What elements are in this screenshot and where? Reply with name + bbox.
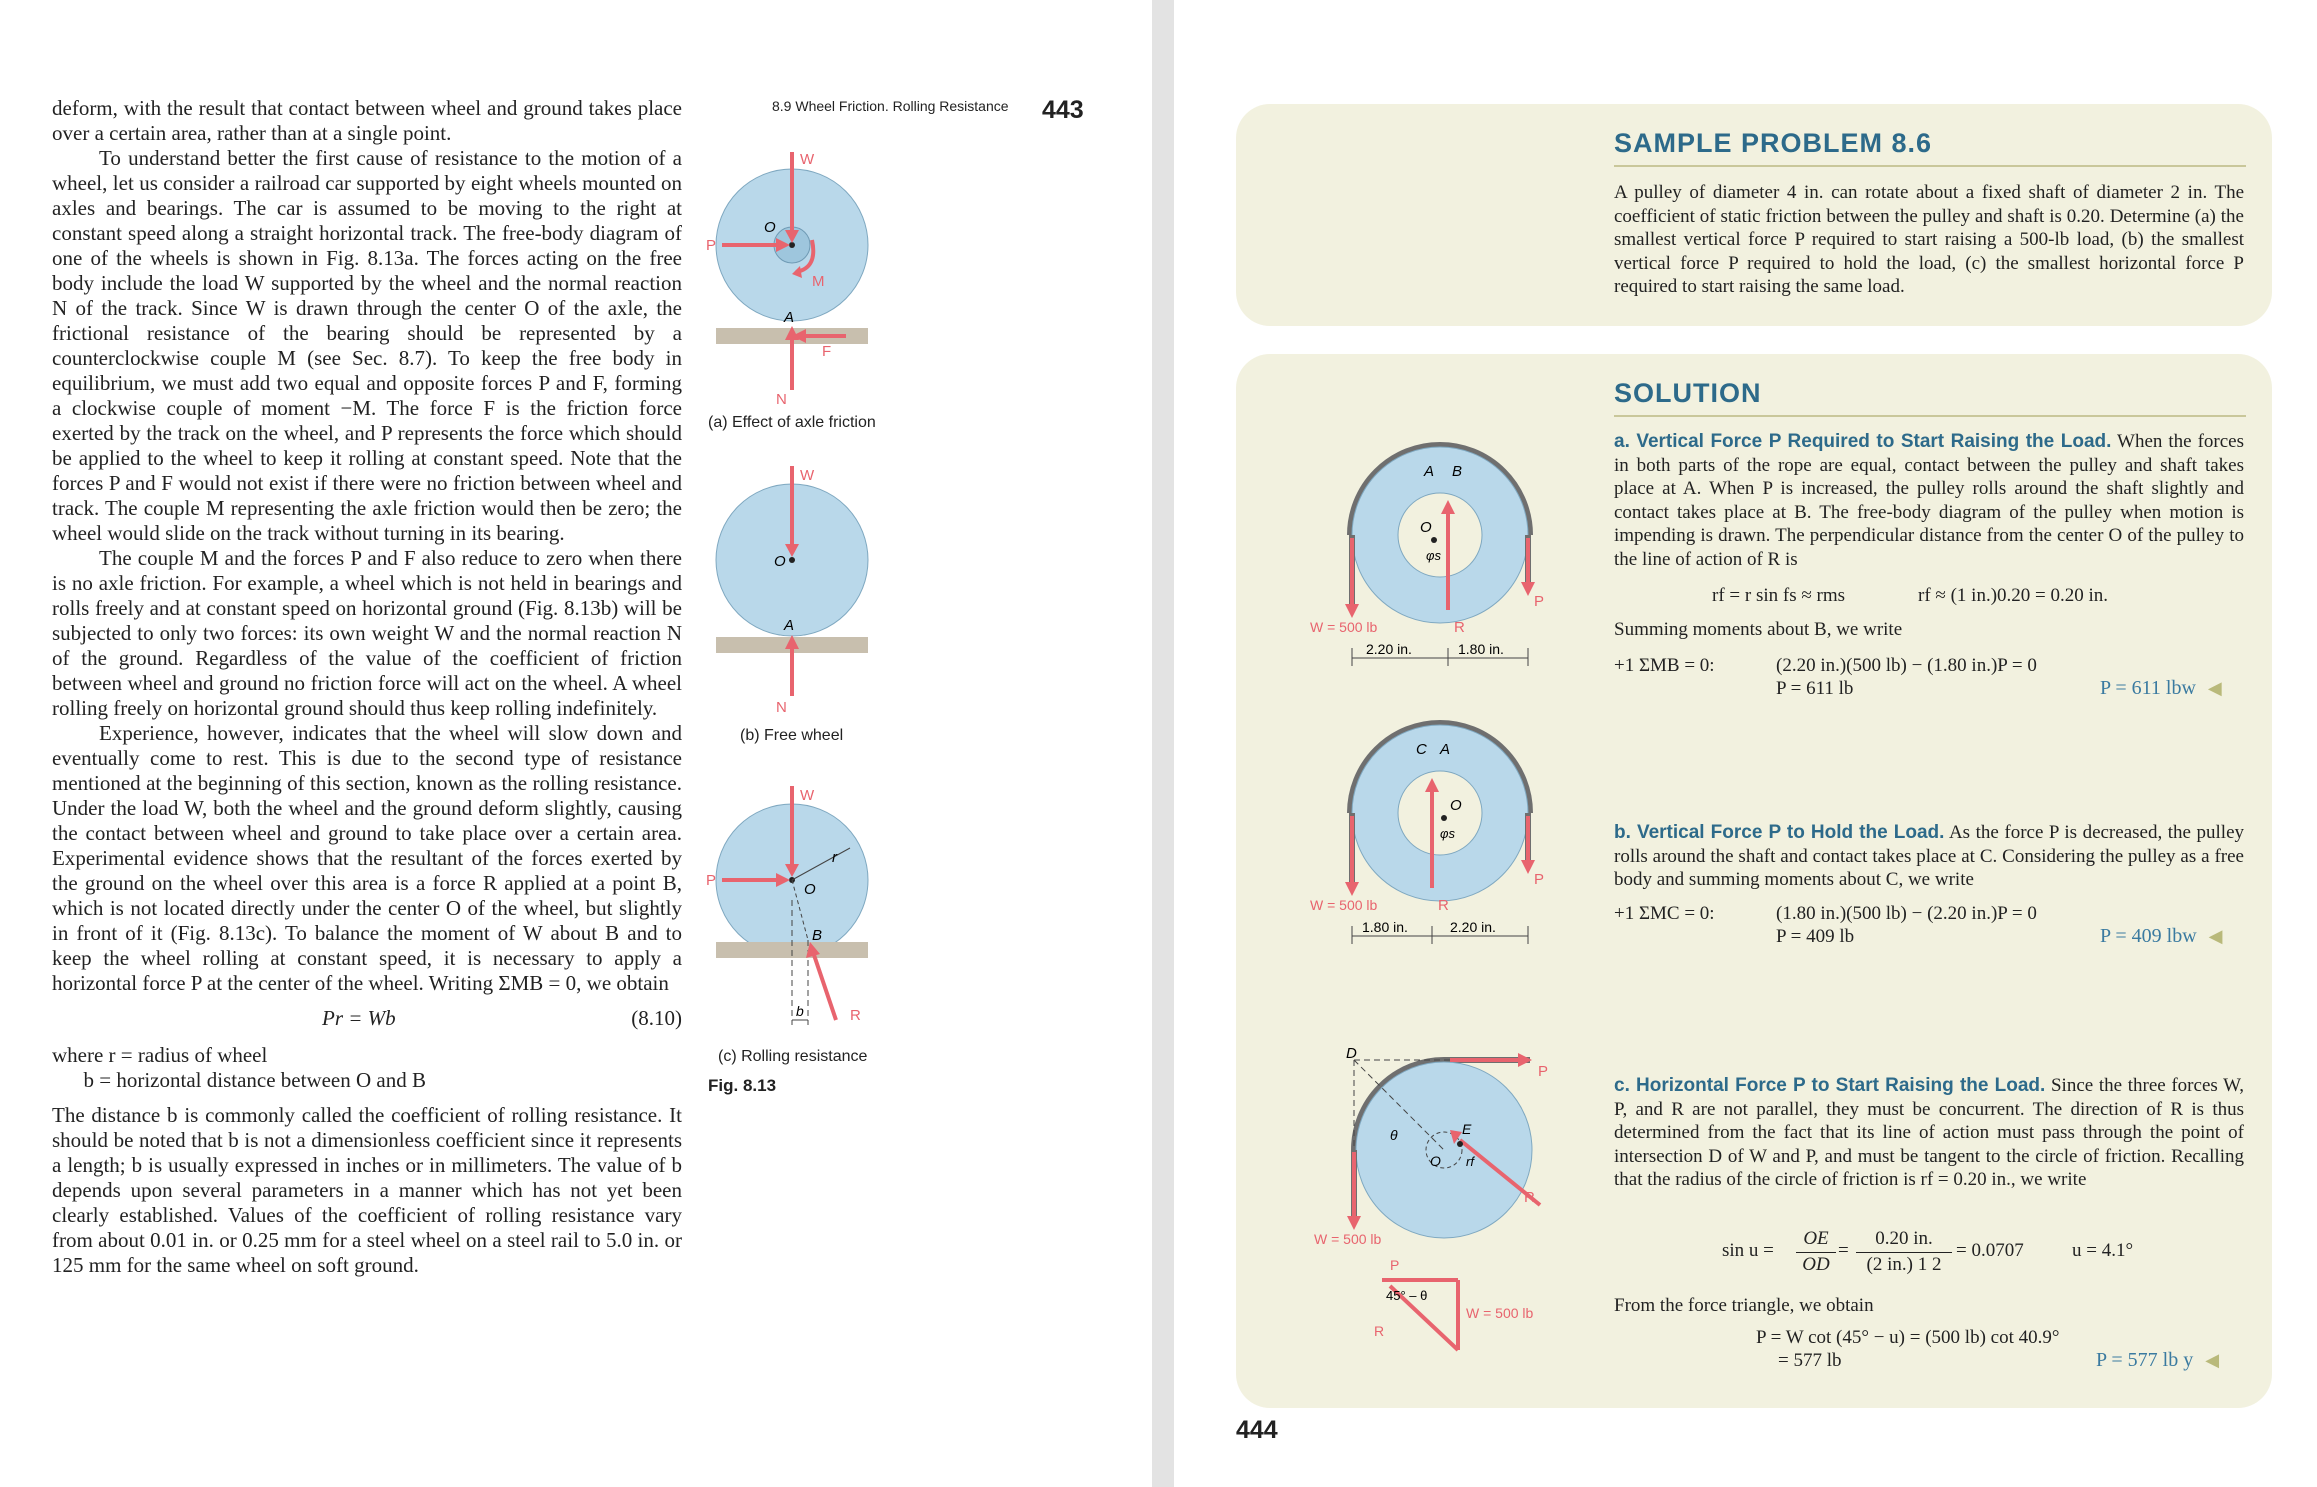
- paragraph: The couple M and the forces P and F also reduce to zero when there is no axle friction. For example, a wheel which is not held in bearings and rolls freely and at constant speed on horizontal ground (Fig. 8.13b) will be subjected to only two forces: its own weight W and the normal reaction N of the ground. Regardless of the value of the coefficient of friction between wheel and ground no friction force will act on the wheel. A wheel rolling freely on horizontal ground should thus keep rolling indefinitely.: [52, 546, 682, 720]
- figure-label: Fig. 8.13: [708, 1076, 777, 1095]
- part-b-moment-eq: (1.80 in.)(500 lb) − (2.20 in.)P = 0: [1776, 903, 2037, 924]
- label-W: W = 500 lb: [1310, 619, 1378, 635]
- final-eq1: P = W cot (45° − u) = (500 lb) cot 40.9°: [1756, 1327, 2060, 1348]
- pulley-fig-b: [1310, 723, 1544, 944]
- part-c-body: Since the three forces W, P, and R are not parallel, they must be concurrent. The direction of R is thus determined from the fact that its line of action must pass through the point of intersection D of W and P, and must be tangent to the circle of friction. Recalling that the radius of the circle of friction is rf = 0.20 in., we write: [1614, 1075, 2245, 1190]
- where-block: [52, 1043, 682, 1093]
- svg-text:P: P: [1538, 1063, 1549, 1080]
- fig-b-free-wheel: [716, 466, 868, 716]
- part-a-result: P = 611 lb: [1776, 678, 1854, 699]
- part-c-answer: [2096, 1349, 2219, 1372]
- answer-marker-icon: ◀: [2208, 926, 2223, 946]
- sin-label: sin u =: [1722, 1240, 1774, 1261]
- label-P: P: [1534, 593, 1545, 610]
- answer-value: P = 577 lb y: [2096, 1349, 2194, 1371]
- part-b-body: As the force P is decreased, the pulley rolls around the shaft and contact takes place at C. Considering the pulley as a free body and summing moments about C, we write: [1614, 822, 2245, 890]
- svg-text:E: E: [1462, 1121, 1472, 1137]
- svg-text:rf: rf: [1466, 1154, 1474, 1169]
- svg-text:P: P: [706, 872, 717, 889]
- svg-text:1.80 in.: 1.80 in.: [1362, 919, 1408, 935]
- solution-title: SOLUTION: [1614, 378, 2246, 417]
- svg-text:2.20 in.: 2.20 in.: [1450, 919, 1496, 935]
- part-a-eq2: rf ≈ (1 in.)0.20 = 0.20 in.: [1918, 585, 2109, 606]
- svg-text:R: R: [1438, 897, 1449, 914]
- svg-text:r: r: [832, 849, 837, 866]
- caption-b: (b) Free wheel: [740, 727, 844, 744]
- paragraph: To understand better the first cause of resistance to the motion of a wheel, let us consider a railroad car supported by eight wheels mounted on axles and bearings. The car is assumed to be moving to the right at constant speed along a straight horizontal track. The free-body diagram of one of the wheels is shown in Fig. 8.13a. The forces acting on the free body include the load W supported by the wheel and the normal reaction N of the track. Since W is drawn through the center O of the axle, the frictional resistance of the bearing should be represented by a counterclockwise couple M (see Sec. 8.7). To keep the free body in equilibrium, we must add two equal and opposite forces P and F, forming a clockwise couple of moment −M. The force F is the friction force exerted by the track on the wheel, and P represents the force which should be applied to the wheel to keep it rolling at constant speed. Note that the forces P and F would not exist if there were no friction between wheel and track. The couple M representing the axle friction would then be zero; the wheel would slide on the track without turning in its bearing.: [52, 146, 682, 545]
- svg-text:O: O: [804, 881, 816, 898]
- final-eq2: = 577 lb: [1778, 1350, 1842, 1371]
- page-gutter: [1152, 0, 1174, 1487]
- svg-text:W: W: [800, 467, 815, 484]
- svg-text:W = 500 lb: W = 500 lb: [1466, 1305, 1534, 1321]
- caption-c: (c) Rolling resistance: [718, 1048, 868, 1065]
- running-head: 8.9 Wheel Friction. Rolling Resistance: [772, 98, 1009, 114]
- svg-text:R: R: [1374, 1323, 1385, 1339]
- pulley-fig-c: [1314, 1045, 1548, 1247]
- fig-a-axle-friction: [706, 151, 868, 408]
- svg-text:P: P: [1390, 1257, 1400, 1273]
- svg-text:O: O: [774, 553, 786, 570]
- label-A: A: [1424, 463, 1435, 480]
- label-phi: φs: [1426, 548, 1441, 563]
- svg-text:W = 500 lb: W = 500 lb: [1314, 1231, 1382, 1247]
- problem-title: SAMPLE PROBLEM 8.6: [1614, 128, 2246, 167]
- part-b-heading: b. Vertical Force P to Hold the Load.: [1614, 822, 1945, 843]
- label-R: R: [1454, 619, 1465, 636]
- svg-text:N: N: [776, 699, 787, 716]
- label-O: O: [1420, 519, 1432, 536]
- label-M: M: [812, 273, 825, 290]
- equals: =: [1838, 1240, 1849, 1261]
- part-b-moment-label: +1 ΣMC = 0:: [1614, 903, 1715, 924]
- frac1-bar: [1796, 1252, 1836, 1253]
- part-c-text: [1614, 1074, 2244, 1192]
- answer-value: P = 611 lbw: [2100, 677, 2196, 699]
- part-a-moment-label: +1 ΣMB = 0:: [1614, 655, 1715, 676]
- frac2-bar: [1856, 1252, 1952, 1253]
- svg-text:W: W: [800, 787, 815, 804]
- part-a-answer: [2100, 677, 2222, 700]
- paragraph: deform, with the result that contact between wheel and ground takes place over a certain area, rather than at a single point.: [52, 96, 682, 145]
- part-a-text: [1614, 430, 2244, 571]
- part-a-body: When the forces in both parts of the rope are equal, contact between the pulley and shaft takes place at A. When P is increased, the pulley rolls around the shaft slightly and contact takes place at B. The free-body diagram of the pulley when motion is impending is drawn. The perpendicular distance from the center O of the pulley to the line of action of R is: [1614, 431, 2244, 570]
- label-A: A: [784, 309, 795, 326]
- svg-text:P: P: [1534, 871, 1545, 888]
- dim-1: 2.20 in.: [1366, 641, 1412, 657]
- paragraph: The distance b is commonly called the coefficient of rolling resistance. It should be noted that b is not a dimensionless coefficient since it represents a length; b is usually expressed in inches or in millimeters. The value of b depends upon several parameters in a manner which has not yet been clearly established. Values of the coefficient of rolling resistance vary from about 0.01 in. or 0.25 mm for a steel wheel on a steel rail to 5.0 in. or 125 mm for the same wheel on soft ground.: [52, 1103, 682, 1277]
- left-text-column: [52, 96, 682, 1278]
- triangle-text: From the force triangle, we obtain: [1614, 1295, 1874, 1316]
- answer-marker-icon: ◀: [2207, 678, 2222, 698]
- label-P: P: [706, 237, 717, 254]
- fig-c-rolling-resistance: [706, 786, 868, 1025]
- svg-text:B: B: [812, 927, 823, 944]
- pulley-fig-a: [1310, 445, 1544, 666]
- part-b-answer: [2100, 925, 2223, 948]
- part-b-result: P = 409 lb: [1776, 926, 1855, 947]
- svg-text:W = 500 lb: W = 500 lb: [1310, 897, 1378, 913]
- frac1-num: OE: [1803, 1228, 1829, 1249]
- part-a-moment-eq: (2.20 in.)(500 lb) − (1.80 in.)P = 0: [1776, 655, 2037, 676]
- frac2-num: 0.20 in.: [1875, 1228, 1933, 1249]
- answer-marker-icon: ◀: [2205, 1350, 2220, 1370]
- svg-text:A: A: [1440, 741, 1451, 758]
- svg-text:θ: θ: [1390, 1127, 1398, 1143]
- where-line: b = horizontal distance between O and B: [52, 1068, 426, 1092]
- part-a-summing: Summing moments about B, we write: [1614, 619, 1903, 640]
- label-O: O: [764, 219, 776, 236]
- angle-result: u = 4.1°: [2072, 1240, 2134, 1261]
- sample-problem-figures: [1310, 420, 1570, 1339]
- label-N: N: [776, 391, 787, 408]
- figure-8-13: [700, 140, 890, 1070]
- svg-text:R: R: [1524, 1189, 1535, 1206]
- caption-a: (a) Effect of axle friction: [708, 414, 876, 431]
- svg-text:O: O: [1450, 797, 1462, 814]
- dim-2: 1.80 in.: [1458, 641, 1504, 657]
- sin-result: = 0.0707: [1956, 1240, 2024, 1261]
- answer-value: P = 409 lbw: [2100, 925, 2197, 947]
- part-a-eq1: rf = r sin fs ≈ rms: [1712, 585, 1846, 606]
- svg-text:45° – θ: 45° – θ: [1386, 1288, 1428, 1303]
- svg-text:C: C: [1416, 741, 1427, 758]
- svg-text:b: b: [796, 1003, 804, 1019]
- equation-text: Pr = Wb: [322, 1006, 396, 1030]
- svg-text:φs: φs: [1440, 826, 1455, 841]
- page-number-left: 443: [1042, 96, 1084, 124]
- frac2-den: (2 in.) 1 2: [1866, 1254, 1942, 1275]
- label-B: B: [1452, 463, 1463, 480]
- svg-text:R: R: [850, 1007, 861, 1024]
- problem-text: A pulley of diameter 4 in. can rotate about a fixed shaft of diameter 2 in. The coefficient of static friction between the pulley and shaft is 0.20. Determine (a) the smallest vertical force P required to start raising a 500-lb load, (b) the smallest vertical force P required to hold the load, (c) the smallest horizontal force P required to start raising the same load.: [1614, 182, 2244, 297]
- svg-text:O: O: [1430, 1153, 1441, 1169]
- part-a-heading: a. Vertical Force P Required to Start Raising the Load.: [1614, 431, 2112, 452]
- label-W: W: [800, 151, 815, 168]
- page-number-right: 444: [1236, 1416, 1278, 1444]
- part-c-heading: c. Horizontal Force P to Start Raising the Load.: [1614, 1075, 2046, 1096]
- label-F: F: [822, 343, 832, 360]
- equation-number: (8.10): [631, 1006, 682, 1030]
- equation-8-10: [52, 1006, 682, 1031]
- svg-text:A: A: [784, 617, 795, 634]
- frac1-den: OD: [1802, 1254, 1830, 1275]
- where-line: where r = radius of wheel: [52, 1043, 268, 1067]
- paragraph: Experience, however, indicates that the wheel will slow down and eventually come to rest. This is due to the second type of resistance mentioned at the beginning of this section, known as the rolling resistance. Under the load W, both the wheel and the ground deform slightly, causing the contact between wheel and ground to take place over a certain area. Experimental evidence shows that the resultant of the forces exerted by the ground on the wheel over this area is a force R applied at a point B, which is not located directly under the center O of the wheel, but slightly in front of it (Fig. 8.13c). To balance the moment of W about B and to keep the wheel rolling at constant speed, it is necessary to apply a horizontal force P at the center of the wheel. Writing ΣMB = 0, we obtain: [52, 721, 682, 995]
- part-b-text: [1614, 821, 2244, 892]
- svg-text:D: D: [1346, 1045, 1357, 1062]
